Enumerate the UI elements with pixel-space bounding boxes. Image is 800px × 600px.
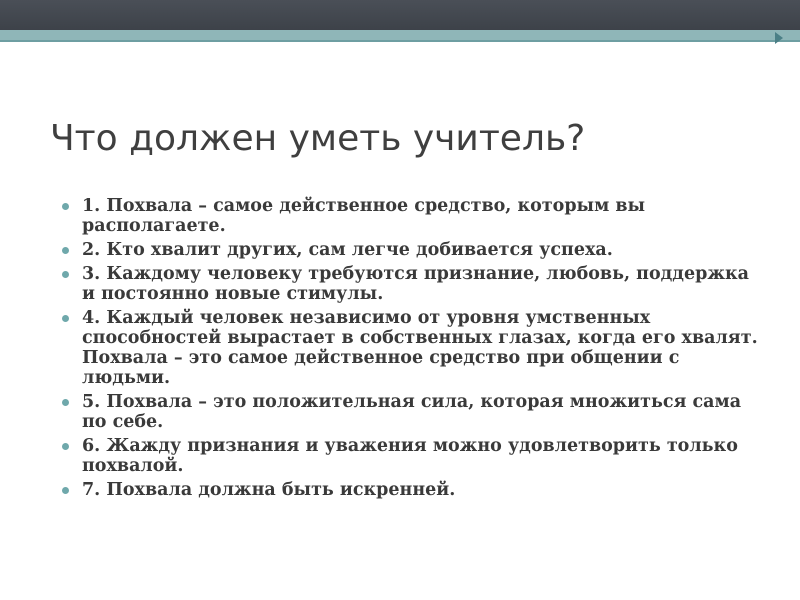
list-item-text: 6. Жажду признания и уважения можно удовлетворить только похвалой. xyxy=(82,436,738,476)
header-dark-band xyxy=(0,0,800,30)
list-item xyxy=(60,240,760,260)
slide-title: Что должен уметь учитель? xyxy=(50,118,586,159)
list-item xyxy=(60,436,760,476)
bullet-icon xyxy=(62,247,69,254)
header-teal-band xyxy=(0,30,800,40)
list-item-text: 5. Похвала – это положительная сила, которая множиться сама по себе. xyxy=(82,392,742,432)
bullet-icon xyxy=(62,487,69,494)
list-item-text: 2. Кто хвалит других, сам легче добивается успеха. xyxy=(82,240,613,260)
list-item xyxy=(60,196,760,236)
list-item-text: 7. Похвала должна быть искренней. xyxy=(82,480,456,500)
bullet-icon xyxy=(62,443,69,450)
list-item-text: 1. Похвала – самое действенное средство, которым вы располагаете. xyxy=(82,196,646,236)
bullet-list xyxy=(60,196,760,504)
list-item xyxy=(60,308,760,388)
list-item-text: 4. Каждый человек независимо от уровня умственных способностей вырастает в собственных глазах, когда его хвалят. Похвала – это самое действенное средство при общении с людьми. xyxy=(82,308,758,388)
bullet-icon xyxy=(62,203,69,210)
bullet-icon xyxy=(62,315,69,322)
list-item xyxy=(60,264,760,304)
bullet-icon xyxy=(62,271,69,278)
list-item-text: 3. Каждому человеку требуются признание, любовь, поддержка и постоянно новые стимулы. xyxy=(82,264,749,304)
corner-arrow-icon xyxy=(775,32,783,44)
bullet-icon xyxy=(62,399,69,406)
list-item xyxy=(60,480,760,500)
header-accent-line xyxy=(0,40,800,42)
list-item xyxy=(60,392,760,432)
